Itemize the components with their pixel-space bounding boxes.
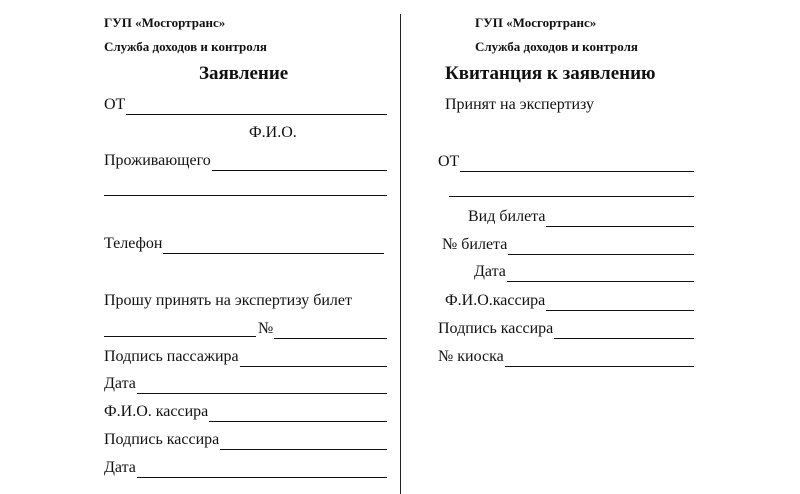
ticket-number-line[interactable] <box>508 239 694 255</box>
cashier-sign-line[interactable] <box>220 434 387 450</box>
receipt-title: Квитанция к заявлению <box>445 63 656 84</box>
from-field[interactable] <box>104 95 387 115</box>
passenger-sign-field[interactable] <box>104 347 387 367</box>
receipt-from-label: ОТ <box>438 153 460 170</box>
address-line[interactable] <box>104 195 387 196</box>
from-line[interactable] <box>126 99 387 115</box>
receipt-date-label: Дата <box>474 263 506 280</box>
receipt-date-field[interactable] <box>474 262 694 282</box>
date2-label: Дата <box>104 459 136 476</box>
number-field[interactable] <box>258 319 387 339</box>
date2-field[interactable] <box>104 458 387 478</box>
from-label: ОТ <box>104 96 126 113</box>
phone-label: Телефон <box>104 235 163 252</box>
receipt-cashier-sign-label: Подпись кассира <box>438 320 554 337</box>
ticket-number-field[interactable] <box>442 235 694 255</box>
cashier-fio-label: Ф.И.О. кассира <box>104 403 209 420</box>
receipt-cashier-fio-line[interactable] <box>546 295 694 311</box>
residing-label: Проживающего <box>104 152 211 169</box>
phone-field[interactable] <box>104 234 384 254</box>
cashier-fio-line[interactable] <box>209 406 387 422</box>
receipt-from-line-2[interactable] <box>449 196 694 197</box>
receipt-date-line[interactable] <box>507 266 694 282</box>
residing-field[interactable] <box>104 151 387 171</box>
accepted-text: Принят на экспертизу <box>445 96 595 113</box>
date-label: Дата <box>104 375 136 392</box>
passenger-sign-line[interactable] <box>240 351 387 367</box>
department-name: Служба доходов и контроля <box>104 39 267 54</box>
receipt-org-name: ГУП «Мосгортранс» <box>475 15 597 30</box>
ticket-type-line[interactable] <box>546 211 694 227</box>
receipt-cashier-fio-label: Ф.И.О.кассира <box>445 292 546 309</box>
ticket-number-label: № билета <box>442 236 508 253</box>
org-name: ГУП «Мосгортранс» <box>104 15 226 30</box>
ticket-type-label: Вид билета <box>468 208 546 225</box>
passenger-sign-label: Подпись пассажира <box>104 348 239 365</box>
ticket-line[interactable] <box>104 336 256 337</box>
residing-line[interactable] <box>212 155 387 171</box>
kiosk-line[interactable] <box>505 351 694 367</box>
cashier-fio-field[interactable] <box>104 402 387 422</box>
kiosk-field[interactable] <box>438 347 694 367</box>
date-line[interactable] <box>137 378 387 394</box>
kiosk-label: № киоска <box>438 348 504 365</box>
phone-line[interactable] <box>163 238 384 254</box>
date2-line[interactable] <box>137 462 387 478</box>
cut-divider <box>400 14 401 494</box>
receipt-cashier-sign-line[interactable] <box>554 323 694 339</box>
fio-caption: Ф.И.О. <box>249 124 297 141</box>
date-field[interactable] <box>104 374 387 394</box>
request-text: Прошу принять на экспертизу билет <box>104 292 352 309</box>
receipt-cashier-fio-field[interactable] <box>445 291 694 311</box>
receipt-department-name: Служба доходов и контроля <box>475 39 638 54</box>
number-line[interactable] <box>274 323 387 339</box>
receipt-cashier-sign-field[interactable] <box>438 319 694 339</box>
receipt-from-field[interactable] <box>438 152 694 172</box>
receipt-from-line[interactable] <box>460 156 694 172</box>
form-title: Заявление <box>199 63 289 84</box>
ticket-type-field[interactable] <box>468 207 694 227</box>
cashier-sign-label: Подпись кассира <box>104 431 220 448</box>
number-label: № <box>258 320 274 337</box>
cashier-sign-field[interactable] <box>104 430 387 450</box>
